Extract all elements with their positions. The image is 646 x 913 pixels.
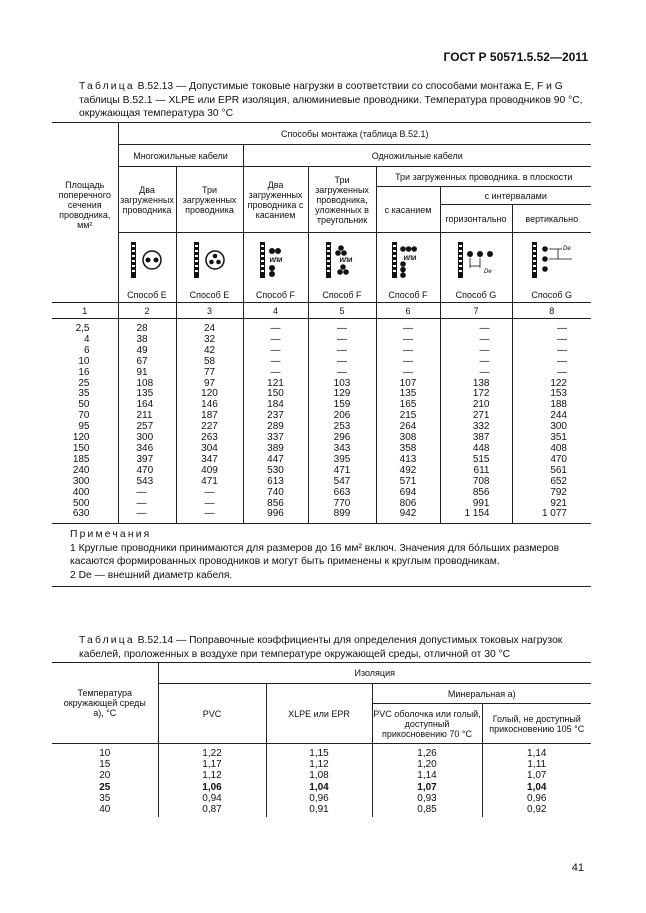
t13-section-label: Площадь поперечного сечения проводника, мм² xyxy=(58,180,111,231)
t13-cell: 694 xyxy=(399,486,417,498)
t13-cell: 530 xyxy=(267,464,284,476)
table-13 xyxy=(52,122,591,587)
t13-cell: — xyxy=(204,508,215,520)
t14-xlpe-head: XLPE или EPR xyxy=(266,684,372,744)
t13-cell: — xyxy=(337,355,347,367)
page-number: 41 xyxy=(571,862,584,874)
t13-cell: 543 xyxy=(136,475,154,487)
table-13-caption xyxy=(79,80,591,121)
t13-cell: 708 xyxy=(472,475,490,487)
t13-multi-head: Многожильные кабели xyxy=(118,145,243,167)
t13-cell: 237 xyxy=(267,410,284,422)
t14-cell: 0,91 xyxy=(309,804,329,816)
t13-cell: 164 xyxy=(136,399,154,411)
t13-cell: 263 xyxy=(201,432,218,444)
t14-data-column xyxy=(266,744,372,818)
t13-data-column xyxy=(308,319,376,524)
t13-column-number: 6 xyxy=(376,303,440,319)
t13-cell: 10 xyxy=(78,355,90,367)
t13-diagram-two-core xyxy=(118,233,176,288)
t13-cell: — xyxy=(479,323,490,334)
t13-cell: 206 xyxy=(333,410,351,422)
t13-cell: 95 xyxy=(78,421,90,433)
t13-cell: 471 xyxy=(333,464,351,476)
t13-cell: 899 xyxy=(333,508,351,520)
t14-cell: 1,12 xyxy=(309,759,329,771)
t13-cell: — xyxy=(270,333,281,345)
t14-data-column xyxy=(372,744,482,818)
t13-head-with-spacing: с интервалами xyxy=(440,187,591,205)
t13-head-with-touch: с касанием xyxy=(376,187,440,233)
t13-cell: 806 xyxy=(399,497,417,509)
t13-cell: — xyxy=(479,344,490,356)
t13-cell: 991 xyxy=(472,497,490,509)
t13-data-column xyxy=(376,319,440,524)
table-14-caption-text: B.52.14 — Поправочные коэффициенты для определения допустимых токовых нагрузок кабелей, проложенных в воздухе при температуре окружающей среды, отличной от 30 °С xyxy=(79,635,563,660)
t13-cell: 120 xyxy=(72,432,90,444)
t13-ili-text-1: ИЛИ xyxy=(269,258,282,265)
t13-method-label: Способ E xyxy=(176,288,243,303)
t13-column-number: 1 xyxy=(52,303,118,319)
t13-cell: 470 xyxy=(550,453,567,465)
t13-cell: 16 xyxy=(78,366,90,378)
t13-cell: — xyxy=(557,344,567,356)
t13-cell: 244 xyxy=(550,410,567,422)
t13-cell: 120 xyxy=(201,388,218,400)
t14-cell: 1,14 xyxy=(417,770,437,782)
t13-cell: 35 xyxy=(78,388,90,400)
t13-head-horizontal: горизонтально xyxy=(440,205,512,233)
t14-cell: 1,15 xyxy=(309,748,329,759)
t13-cell: 58 xyxy=(203,355,216,367)
t13-de-label-1: De xyxy=(484,269,492,276)
t14-cell: 40 xyxy=(99,804,111,816)
t13-cell: — xyxy=(403,355,413,367)
t13-cell: 332 xyxy=(472,421,490,433)
horizontal-spaced-cables-icon xyxy=(454,240,498,280)
t13-diagram-three-core xyxy=(176,233,243,288)
t13-cell: 630 xyxy=(72,508,90,520)
t14-cell: 1,20 xyxy=(417,759,437,771)
t13-cell: 146 xyxy=(201,399,218,411)
t13-column-number: 2 xyxy=(118,303,176,319)
t13-cell: 300 xyxy=(136,432,154,444)
t13-head-two-loaded: Два загруженных проводника xyxy=(118,167,176,233)
t13-cell: 227 xyxy=(201,421,218,433)
t13-note-2: 2 De — внешний диаметр кабеля. xyxy=(70,569,233,581)
t13-data-column xyxy=(512,319,591,524)
t13-column-number: 8 xyxy=(512,303,591,319)
t14-cell: 0,85 xyxy=(417,804,437,816)
t13-method-label: Способ G xyxy=(512,288,591,303)
t13-cell: 500 xyxy=(72,497,90,509)
t14-cell: 1,17 xyxy=(202,759,222,771)
t14-cell: 0,96 xyxy=(309,792,329,804)
t13-cell: 515 xyxy=(472,453,490,465)
t13-cell: 24 xyxy=(203,323,216,334)
t13-cell: 300 xyxy=(72,475,90,487)
t13-cell: — xyxy=(557,355,567,367)
t13-cell: 996 xyxy=(267,508,284,520)
t13-diagram-flat-touch xyxy=(376,233,440,288)
t13-diagram-horizontal-spaced xyxy=(440,233,512,288)
t13-cell: 70 xyxy=(78,410,90,422)
t14-cell: 10 xyxy=(99,748,111,759)
t13-cell: 413 xyxy=(399,453,417,465)
t13-head-vertical: вертикально xyxy=(512,205,591,233)
t13-diagram-vertical-spaced xyxy=(512,233,591,288)
t13-cell: 107 xyxy=(399,377,417,389)
t13-cell: 129 xyxy=(333,388,351,400)
t13-cell: 6 xyxy=(83,344,90,356)
t13-cell: 138 xyxy=(472,377,490,389)
t13-cell: 770 xyxy=(333,497,351,509)
t14-mineral-bare-head: Голый, не доступный прикосновению 105 °С xyxy=(482,704,591,744)
t13-cell: 856 xyxy=(267,497,284,509)
t14-cell: 0,87 xyxy=(202,804,222,816)
table-13-caption-text: B.52.13 — Допустимые токовые нагрузки в соответствии со способами монтажа E, F и G таблицы B.52.1 — XLPE или EPR изоляция, алюминиевые проводники. Температура проводников 90 °С, окружающая температура 30 °С xyxy=(79,81,583,119)
table-14-caption-word: Таблица xyxy=(79,635,135,646)
t13-cell: 337 xyxy=(267,432,284,444)
t14-cell: 1,14 xyxy=(527,748,547,759)
t13-diagram-two-touch xyxy=(243,233,308,288)
t13-method-label: Способ G xyxy=(440,288,512,303)
t13-cell: 67 xyxy=(136,355,148,367)
t13-head-three-loaded: Три загруженных проводника xyxy=(176,167,243,233)
t13-cell: — xyxy=(270,366,281,378)
t13-cell: 358 xyxy=(399,442,417,454)
t13-cell: — xyxy=(337,333,347,345)
t13-cell: 42 xyxy=(203,344,216,356)
t13-cell: — xyxy=(337,366,347,378)
two-single-touching-icon xyxy=(256,240,296,280)
t13-cell: 215 xyxy=(399,410,417,422)
t13-cell: — xyxy=(270,323,281,334)
t13-cell: 271 xyxy=(472,410,490,422)
t13-cell: 159 xyxy=(333,399,351,411)
t13-cell: 387 xyxy=(472,432,490,444)
t13-cell: — xyxy=(403,344,413,356)
t13-cell: 187 xyxy=(201,410,218,422)
t13-cell: 921 xyxy=(550,497,567,509)
three-core-cable-icon xyxy=(190,240,230,280)
table-13-caption-word: Таблица xyxy=(79,81,135,92)
t13-cell: 289 xyxy=(267,421,284,433)
t14-cell: 20 xyxy=(99,770,111,782)
t13-cell: — xyxy=(479,355,490,367)
t13-cell: — xyxy=(270,355,281,367)
t13-cell: 663 xyxy=(333,486,351,498)
t13-column-number: 3 xyxy=(176,303,243,319)
t13-cell: 122 xyxy=(550,377,567,389)
t13-column-number: 5 xyxy=(308,303,376,319)
t13-cell: 1 154 xyxy=(464,508,490,520)
t13-cell: 740 xyxy=(267,486,284,498)
t13-cell: 942 xyxy=(399,508,417,520)
t13-single-head: Одножильные кабели xyxy=(243,145,591,167)
t14-cell: 1,26 xyxy=(417,748,437,759)
t13-cell: 103 xyxy=(333,377,351,389)
t13-cell: 97 xyxy=(203,377,216,389)
t13-cell: — xyxy=(403,333,413,345)
t14-insulation-head: Изоляция xyxy=(158,663,591,684)
t13-cell: 792 xyxy=(550,486,567,498)
t13-cell: 150 xyxy=(72,442,90,454)
t13-cell: 448 xyxy=(472,442,490,454)
t14-cell: 1,06 xyxy=(202,781,222,793)
document-header: ГОСТ Р 50571.5.52—2011 xyxy=(443,50,588,64)
t14-cell: 25 xyxy=(99,781,111,793)
t14-cell: 1,04 xyxy=(527,781,547,793)
t13-cell: 172 xyxy=(472,388,490,400)
t13-method-label: Способ F xyxy=(308,288,376,303)
t13-cell: 211 xyxy=(136,410,153,422)
table-14-caption xyxy=(79,634,591,661)
t14-cell: 1,22 xyxy=(202,748,222,759)
t13-method-label: Способ F xyxy=(243,288,308,303)
t14-cell: 1,04 xyxy=(309,781,329,793)
t13-cell: — xyxy=(337,344,347,356)
t13-cell: 2,5 xyxy=(75,323,90,334)
t13-cell: — xyxy=(136,486,147,498)
t13-cell: — xyxy=(557,333,567,345)
t13-cell: 397 xyxy=(136,453,154,465)
t13-cell: 165 xyxy=(399,399,417,411)
t13-cell: — xyxy=(403,323,413,334)
t13-cell: — xyxy=(479,366,490,378)
t13-cell: 470 xyxy=(136,464,154,476)
t13-cell: — xyxy=(204,486,215,498)
t13-cell: 257 xyxy=(136,421,154,433)
t14-mineral-pvc-head: PVC оболочка или голый, доступный прикосновению 70 °С xyxy=(372,704,482,744)
t13-cell: 613 xyxy=(267,475,284,487)
t13-cell: 346 xyxy=(136,442,154,454)
t14-temp-head xyxy=(52,663,158,744)
flat-touching-cables-icon xyxy=(388,240,428,280)
t14-data-column xyxy=(482,744,591,818)
t13-cell: 188 xyxy=(550,399,567,411)
t13-cell: — xyxy=(337,323,347,334)
t13-cell: 571 xyxy=(399,475,417,487)
t13-notes xyxy=(52,524,591,587)
t13-cell: 77 xyxy=(203,366,216,378)
t13-column-number: 7 xyxy=(440,303,512,319)
t14-cell: 0,94 xyxy=(202,792,222,804)
t13-data-column xyxy=(440,319,512,524)
t14-cell: 15 xyxy=(99,759,111,771)
t13-cell: 547 xyxy=(333,475,351,487)
t13-cell: 50 xyxy=(78,399,90,411)
t14-pvc-head: PVC xyxy=(158,684,266,744)
t13-cell: 184 xyxy=(267,399,284,411)
t13-cell: 395 xyxy=(333,453,351,465)
t13-cell: 308 xyxy=(399,432,417,444)
t13-cell: 611 xyxy=(473,464,490,476)
t13-cell: 240 xyxy=(72,464,90,476)
t13-cell: 38 xyxy=(136,333,148,345)
t13-data-column xyxy=(52,319,118,524)
t14-cell: 1,12 xyxy=(202,770,222,782)
t13-diagram-trefoil xyxy=(308,233,376,288)
table-14 xyxy=(52,662,591,817)
t13-de-label-2: De xyxy=(562,246,571,253)
t13-cell: 1 077 xyxy=(541,508,567,520)
t13-cell: 264 xyxy=(399,421,417,433)
t13-cell: 447 xyxy=(267,453,284,465)
t13-head-section xyxy=(52,123,118,288)
t13-cell: — xyxy=(136,508,147,520)
t13-cell: 492 xyxy=(399,464,417,476)
t13-data-column xyxy=(243,319,308,524)
t13-cell: 300 xyxy=(550,421,567,433)
t13-cell: — xyxy=(136,497,147,509)
two-core-cable-icon xyxy=(127,240,167,280)
t13-data-column xyxy=(118,319,176,524)
t13-method-cell xyxy=(52,288,118,303)
t14-cell: 0,96 xyxy=(527,792,547,804)
t13-ili-text-2: ИЛИ xyxy=(339,258,353,265)
t13-note-1: 1 Круглые проводники принимаются для размеров до 16 мм² включ. Значения для бо́льших размеров касаются формированных проводников и могут быть применены к круглым проводникам. xyxy=(70,542,560,568)
t13-cell: — xyxy=(557,366,567,378)
t13-cell: — xyxy=(403,366,413,378)
t13-method-label: Способ E xyxy=(118,288,176,303)
t13-cell: 408 xyxy=(550,442,567,454)
t13-cell: 347 xyxy=(201,453,218,465)
t13-cell: 121 xyxy=(267,377,284,389)
t13-cell: 409 xyxy=(201,464,218,476)
t13-cell: 210 xyxy=(472,399,490,411)
t14-data-column xyxy=(158,744,266,818)
t13-cell: 471 xyxy=(201,475,218,487)
t13-notes-title: Примечания xyxy=(70,529,152,541)
t14-cell: 0,92 xyxy=(527,804,547,816)
t13-cell: 25 xyxy=(78,377,90,389)
t13-cell: — xyxy=(204,497,215,509)
t14-data-column xyxy=(52,744,158,818)
t13-cell: 652 xyxy=(550,475,567,487)
t13-cell: 856 xyxy=(472,486,490,498)
t13-cell: 150 xyxy=(267,388,284,400)
t13-ili-text-3: ИЛИ xyxy=(403,256,417,263)
t13-cell: 400 xyxy=(72,486,90,498)
t13-cell: 135 xyxy=(399,388,417,400)
t13-head-two-touch: Два загруженных проводника с касанием xyxy=(243,167,308,233)
t14-cell: 35 xyxy=(99,792,111,804)
t13-cell: 49 xyxy=(136,344,148,356)
t14-cell: 1,11 xyxy=(527,759,547,771)
t13-cell: — xyxy=(479,333,490,345)
vertical-spaced-cables-icon xyxy=(528,240,576,280)
t13-cell: 28 xyxy=(136,323,148,334)
t13-cell: 185 xyxy=(72,453,90,465)
t13-head-three-trefoil: Три загруженных проводника, уложенных в треугольник xyxy=(308,167,376,233)
t13-cell: 135 xyxy=(136,388,154,400)
t13-cell: 4 xyxy=(83,333,90,345)
t13-cell: 153 xyxy=(550,388,567,400)
trefoil-cables-icon xyxy=(322,240,362,280)
t14-cell: 1,07 xyxy=(527,770,547,782)
t13-cell: 389 xyxy=(267,442,284,454)
t13-cell: 32 xyxy=(203,333,216,345)
t13-cell: 296 xyxy=(333,432,351,444)
t13-cell: 253 xyxy=(333,421,351,433)
t14-cell: 1,07 xyxy=(417,781,437,793)
t13-cell: 351 xyxy=(550,432,567,444)
t13-cell: — xyxy=(557,323,567,334)
t14-temp-label: Температура окружающей среды a), °С xyxy=(63,688,146,718)
t13-data-column xyxy=(176,319,243,524)
t13-cell: — xyxy=(270,344,281,356)
t13-head-three-flat: Три загруженных проводника. в плоскости xyxy=(376,167,591,187)
t13-cell: 91 xyxy=(136,366,148,378)
t13-cell: 304 xyxy=(201,442,218,454)
t14-cell: 0,93 xyxy=(417,792,437,804)
t13-cell: 561 xyxy=(550,464,567,476)
t14-mineral-head: Минеральная a) xyxy=(372,684,591,704)
t13-column-number: 4 xyxy=(243,303,308,319)
t14-cell: 1,08 xyxy=(309,770,329,782)
t13-cell: 343 xyxy=(333,442,351,454)
t13-methods-head: Способы монтажа (таблица B.52.1) xyxy=(118,123,591,145)
t13-cell: 108 xyxy=(136,377,154,389)
t13-method-label: Способ F xyxy=(376,288,440,303)
